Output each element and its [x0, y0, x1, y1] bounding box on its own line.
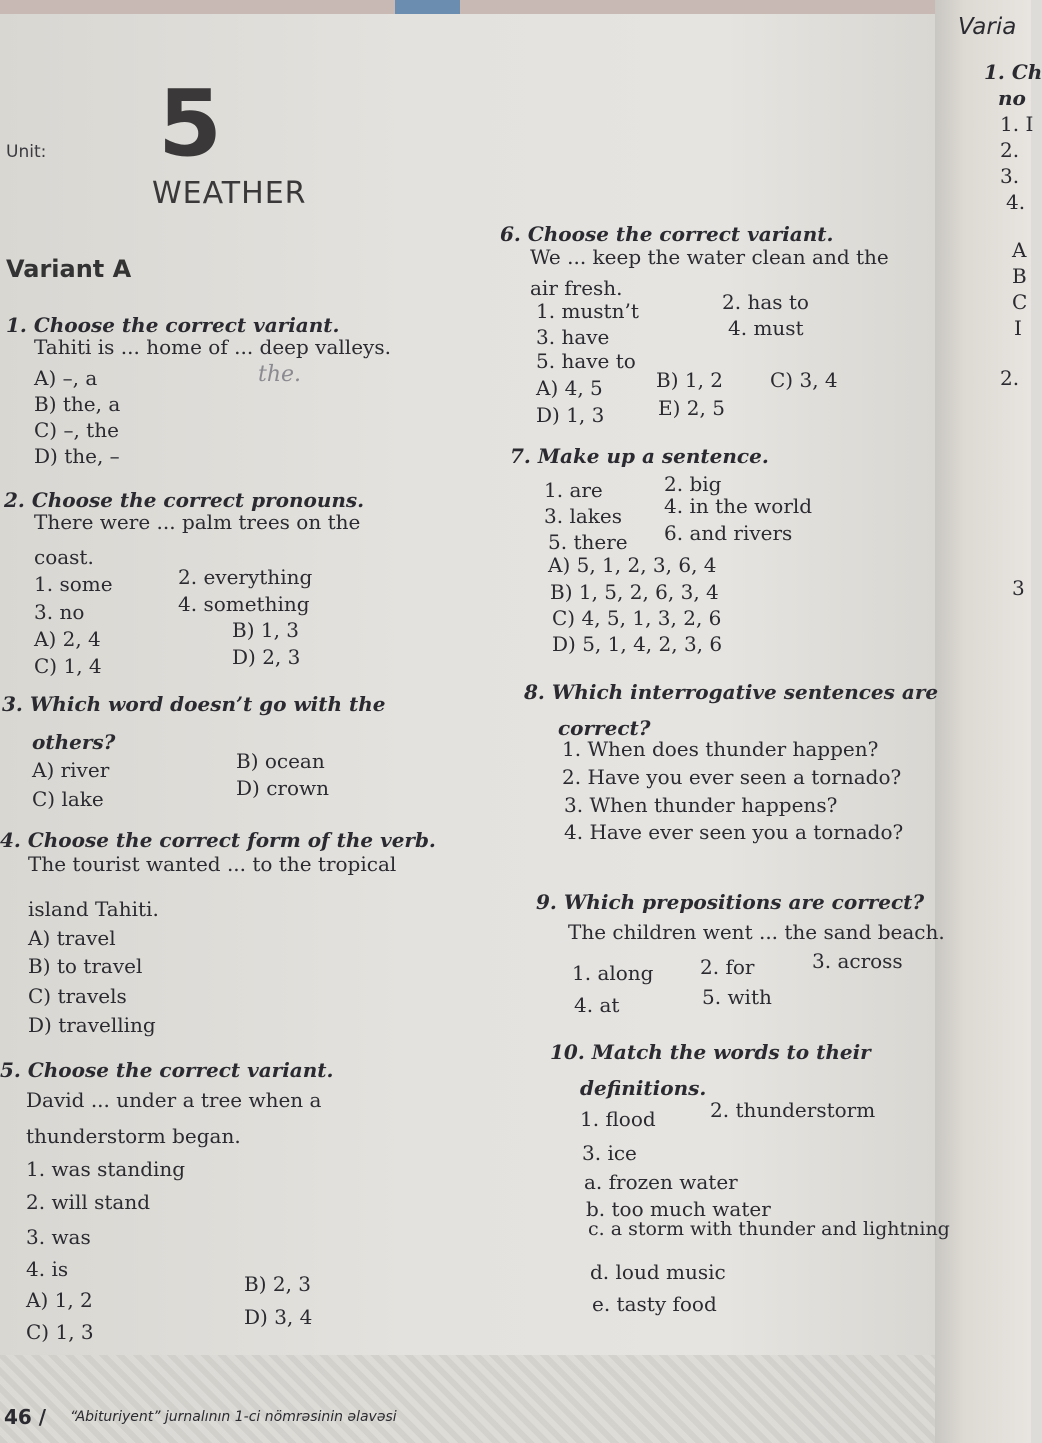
q2-item-3: 3. no: [34, 600, 85, 624]
unit-title: WEATHER: [152, 176, 307, 211]
q5-item-4: 4. is: [26, 1257, 69, 1281]
q9-stem: The children went ... the sand beach.: [568, 920, 945, 944]
right-item-3: 3.: [1000, 164, 1020, 188]
q7-option-a: A) 5, 1, 2, 3, 6, 4: [548, 553, 717, 577]
q7-heading: 7. Make up a sentence.: [510, 444, 769, 468]
q8-heading-line1: 8. Which interrogative sentences are: [524, 680, 939, 704]
q1-option-a: A) –, a: [34, 366, 98, 390]
q9-item-4: 4. at: [574, 993, 620, 1017]
q6-option-e: E) 2, 5: [658, 396, 725, 420]
q6-item-4: 4. must: [728, 316, 804, 340]
q10-def-a: a. frozen water: [584, 1170, 738, 1194]
right-q1-heading-line2: no: [998, 86, 1026, 110]
q4-stem-line1: The tourist wanted ... to the tropical: [28, 852, 397, 876]
q10-word-3: 3. ice: [582, 1141, 637, 1165]
q5-item-2: 2. will stand: [26, 1190, 151, 1214]
q6-option-b: B) 1, 2: [656, 368, 724, 392]
unit-number: 5: [158, 70, 223, 177]
q2-option-d: D) 2, 3: [232, 645, 301, 669]
q7-item-1: 1. are: [544, 478, 603, 502]
right-option-d: I: [1014, 316, 1022, 340]
handwritten-note: the.: [258, 362, 302, 387]
q6-item-3: 3. have: [536, 325, 610, 349]
top-blue-tab: [395, 0, 460, 14]
q9-item-1: 1. along: [572, 961, 654, 985]
q5-stem-line1: David ... under a tree when a: [26, 1088, 322, 1112]
q9-item-3: 3. across: [812, 949, 903, 973]
right-item-1: 1. I: [1000, 112, 1034, 136]
q6-option-c: C) 3, 4: [770, 368, 838, 392]
q3-option-b: B) ocean: [236, 749, 325, 773]
top-color-band: [0, 0, 935, 14]
q7-option-c: C) 4, 5, 1, 3, 2, 6: [552, 606, 722, 630]
q7-option-b: B) 1, 5, 2, 6, 3, 4: [550, 580, 719, 604]
q1-option-d: D) the, –: [34, 444, 120, 468]
q9-item-5: 5. with: [702, 985, 772, 1009]
q3-heading-line1: 3. Which word doesn’t go with the: [2, 692, 386, 716]
q7-option-d: D) 5, 1, 4, 2, 3, 6: [552, 632, 723, 656]
q5-option-a: A) 1, 2: [26, 1288, 93, 1312]
q2-option-c: C) 1, 4: [34, 654, 102, 678]
q6-option-a: A) 4, 5: [536, 376, 603, 400]
q6-item-5: 5. have to: [536, 349, 636, 373]
q6-item-2: 2. has to: [722, 290, 809, 314]
q9-item-2: 2. for: [700, 955, 755, 979]
q4-option-d: D) travelling: [28, 1013, 156, 1037]
right-option-a: A: [1012, 238, 1027, 262]
q2-item-4: 4. something: [178, 592, 310, 616]
q8-item-1: 1. When does thunder happen?: [562, 737, 879, 761]
right-item-2: 2.: [1000, 138, 1020, 162]
q4-option-a: A) travel: [28, 926, 116, 950]
q2-stem-line1: There were ... palm trees on the: [34, 510, 361, 534]
q5-option-c: C) 1, 3: [26, 1320, 94, 1344]
page-number: 46 /: [4, 1405, 47, 1429]
right-q1-heading: 1. Ch: [984, 60, 1042, 84]
q9-heading: 9. Which prepositions are correct?: [536, 890, 925, 914]
right-item-4: 4.: [1006, 190, 1026, 214]
q6-stem-line2: air fresh.: [530, 276, 623, 300]
q5-item-3: 3. was: [26, 1225, 91, 1249]
q6-heading: 6. Choose the correct variant.: [500, 222, 834, 246]
q1-heading: 1. Choose the correct variant.: [6, 313, 340, 337]
q5-stem-line2: thunderstorm began.: [26, 1124, 241, 1148]
q10-word-1: 1. flood: [580, 1107, 656, 1131]
q5-heading: 5. Choose the correct variant.: [0, 1058, 334, 1082]
q10-heading-line2: definitions.: [580, 1076, 707, 1100]
footer-caption: “Abituriyent” jurnalının 1-ci nömrəsinin əlavəsi: [70, 1409, 397, 1425]
right-option-c: C: [1012, 290, 1028, 314]
q8-item-4: 4. Have ever seen you a tornado?: [564, 820, 904, 844]
q4-option-c: C) travels: [28, 984, 127, 1008]
q4-option-b: B) to travel: [28, 954, 143, 978]
q7-item-3: 3. lakes: [544, 504, 622, 528]
variant-title: Variant A: [6, 255, 132, 283]
q10-word-2: 2. thunderstorm: [710, 1098, 876, 1122]
q10-def-e: e. tasty food: [592, 1292, 717, 1316]
q4-stem-line2: island Tahiti.: [28, 897, 159, 921]
q2-option-b: B) 1, 3: [232, 618, 300, 642]
q2-option-a: A) 2, 4: [34, 627, 101, 651]
q5-option-d: D) 3, 4: [244, 1305, 313, 1329]
q4-heading: 4. Choose the correct form of the verb.: [0, 828, 436, 852]
right-q2-number: 2.: [1000, 366, 1020, 390]
q3-heading-line2: others?: [32, 730, 116, 754]
q1-stem: Tahiti is ... home of ... deep valleys.: [34, 335, 391, 359]
right-option-b: B: [1012, 264, 1027, 288]
q3-option-d: D) crown: [236, 776, 329, 800]
q2-stem-line2: coast.: [34, 545, 94, 569]
q10-def-d: d. loud music: [590, 1260, 726, 1284]
q6-option-d: D) 1, 3: [536, 403, 605, 427]
q7-item-2: 2. big: [664, 472, 722, 496]
q1-option-b: B) the, a: [34, 392, 121, 416]
q6-stem-line1: We ... keep the water clean and the: [530, 245, 889, 269]
q7-item-4: 4. in the world: [664, 494, 813, 518]
q2-item-2: 2. everything: [178, 565, 313, 589]
q7-item-6: 6. and rivers: [664, 521, 793, 545]
q8-item-3: 3. When thunder happens?: [564, 793, 838, 817]
q6-item-1: 1. mustn’t: [536, 299, 639, 323]
q2-item-1: 1. some: [34, 572, 113, 596]
q5-item-1: 1. was standing: [26, 1157, 186, 1181]
q10-def-b: b. too much water: [586, 1197, 771, 1221]
q8-heading-line2: correct?: [558, 716, 651, 740]
q3-option-c: C) lake: [32, 787, 104, 811]
q1-option-c: C) –, the: [34, 418, 119, 442]
q7-item-5: 5. there: [548, 530, 628, 554]
q2-heading: 2. Choose the correct pronouns.: [4, 488, 365, 512]
footer-pattern: [0, 1355, 935, 1443]
q10-def-c: c. a storm with thunder and lightning: [588, 1218, 950, 1240]
q5-option-b: B) 2, 3: [244, 1272, 312, 1296]
right-page-title: Varia: [958, 14, 1017, 40]
unit-label: Unit:: [6, 142, 47, 162]
right-q3-number: 3: [1012, 576, 1025, 600]
q10-heading-line1: 10. Match the words to their: [550, 1040, 871, 1064]
q3-option-a: A) river: [32, 758, 110, 782]
q8-item-2: 2. Have you ever seen a tornado?: [562, 765, 902, 789]
